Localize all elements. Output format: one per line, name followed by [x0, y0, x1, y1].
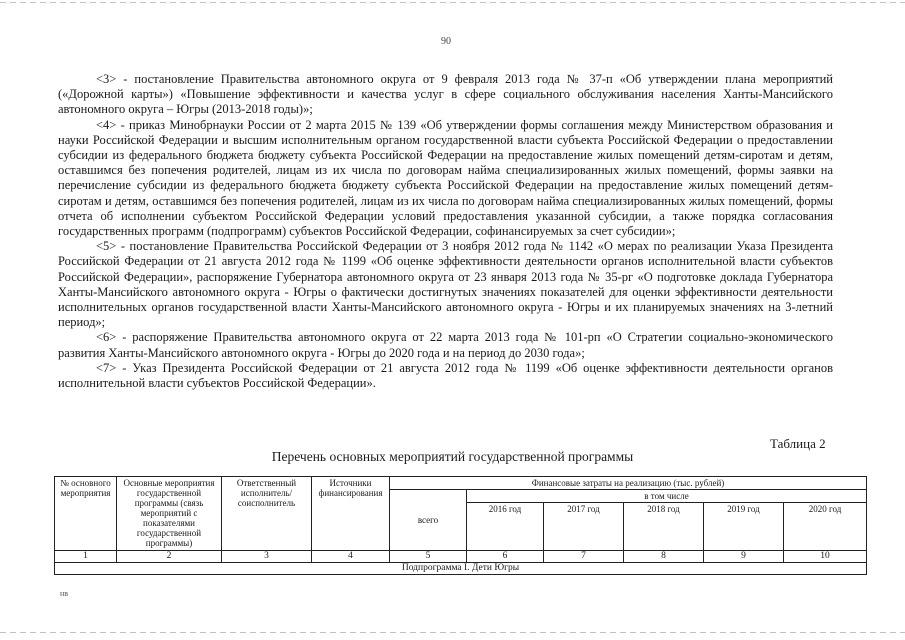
header-year: 2016 год	[467, 503, 544, 551]
column-number: 1	[55, 551, 117, 563]
footnotes-block	[58, 72, 833, 391]
bottom-scan-edge	[0, 632, 905, 633]
footnote-5: <5> - постановление Правительства Российской Федерации от 3 ноября 2012 года № 1142 «О мерах по реализации Указа Президента Российской Федерации от 21 августа 2012 года № 1199 «Об оценке эффективности деятельности органов исполнительной власти субъектов Российской Федерации», распоряжение Губернатора автономного округа от 23 января 2013 года № 35-рг «О подготовке доклада Губернатора Ханты-Мансийского автономного округа - Югры о фактически достигнутых значениях показателей для оценки эффективности деятельности исполнительных органов государственной власти Ханты-Мансийского автономного округа - Югры и их планируемых значениях на 3-летний период»;	[58, 239, 833, 330]
header-financial-costs: Финансовые затраты на реализацию (тыс. рублей)	[390, 477, 867, 490]
subprogram-title: Подпрограмма I. Дети Югры	[55, 563, 867, 575]
measures-table	[54, 476, 867, 575]
header-year: 2018 год	[624, 503, 704, 551]
subprogram-row	[55, 563, 867, 575]
table-caption: Таблица 2	[770, 436, 826, 451]
column-number: 9	[704, 551, 784, 563]
column-number: 4	[312, 551, 390, 563]
header-number: № основного мероприятия	[55, 477, 117, 551]
column-number: 5	[390, 551, 467, 563]
column-number: 10	[784, 551, 867, 563]
column-number: 6	[467, 551, 544, 563]
column-number: 8	[624, 551, 704, 563]
header-including: в том числе	[467, 490, 867, 503]
margin-mark: нв	[60, 589, 69, 598]
table-title: Перечень основных мероприятий государственной программы	[271, 449, 634, 464]
header-responsible: Ответственный исполнитель/ соисполнитель	[222, 477, 312, 551]
header-funding-source: Источники финансирования	[312, 477, 390, 551]
header-year: 2019 год	[704, 503, 784, 551]
top-scan-edge	[0, 2, 905, 3]
column-number: 7	[544, 551, 624, 563]
header-year: 2017 год	[544, 503, 624, 551]
page-number: 90	[441, 36, 451, 47]
footnote-3: <3> - постановление Правительства автономного округа от 9 февраля 2013 года № 37-п «Об утверждении плана мероприятий («Дорожной карты») «Повышение эффективности и качества услуг в сфере социального обслуживания населения Ханты-Мансийского автономного округа – Югры (2013-2018 годы)»;	[58, 72, 833, 117]
footnote-4: <4> - приказ Минобрнауки России от 2 марта 2015 № 139 «Об утверждении формы соглашения между Министерством образования и науки Российской Федерации и высшим исполнительным органом государственной власти субъекта Российской Федерации о предоставлении субсидии из федерального бюджета бюджету субъекта Российской Федерации на предоставление жилых помещений детям-сиротам и детям, оставшимся без попечения родителей, лицам из их числа по договорам найма специализированных жилых помещений, формы заявки на перечисление субсидии из федерального бюджета бюджету субъекта Российской Федерации на предоставление жилых помещений детям-сиротам и детям, оставшимся без попечения родителей, лицам из их числа по договорам найма специализированных жилых помещений, формы отчета об исполнении субъектом Российской Федерации условий предоставления указанной субсидии, а также порядка согласования государственных программ (подпрограмм) субъектов Российской Федерации, софинансируемых за счет субсидии»;	[58, 117, 833, 239]
footnote-7: <7> - Указ Президента Российской Федерации от 21 августа 2012 года № 1199 «Об оценке эффективности деятельности органов исполнительной власти субъектов Российской Федерации».	[58, 360, 833, 391]
column-number: 3	[222, 551, 312, 563]
column-number-row	[55, 551, 867, 563]
header-year: 2020 год	[784, 503, 867, 551]
table-header-row	[55, 477, 867, 490]
header-main-measures: Основные мероприятия государственной программы (связь мероприятий с показателями государственной программы)	[117, 477, 222, 551]
footnote-6: <6> - распоряжение Правительства автономного округа от 22 марта 2013 года № 101-рп «О Стратегии социально-экономического развития Ханты-Мансийского автономного округа - Югры до 2020 года и на период до 2030 года»;	[58, 330, 833, 360]
column-number: 2	[117, 551, 222, 563]
header-total: всего	[390, 490, 467, 551]
